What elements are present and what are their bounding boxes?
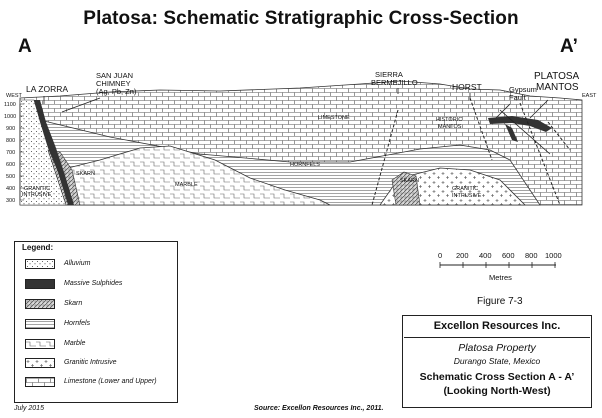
scale-tick-1000: 1000 [545, 251, 562, 260]
legend-item-sulphides [25, 279, 175, 291]
sierra-label: SIERRA [375, 70, 403, 79]
intrusive-west-label: INTRUSIVE [22, 192, 52, 198]
bermejillo-label: BERMEJILLO [371, 78, 418, 87]
chimney-label: CHIMNEY [96, 79, 131, 88]
legend-label: Limestone (Lower and Upper) [64, 378, 157, 385]
historic-mantos-label: MANTOS [438, 124, 462, 130]
scale-unit: Metres [489, 273, 512, 282]
west-label: WEST [6, 93, 22, 99]
figure-label: Figure 7-3 [477, 296, 523, 307]
legend-label: Marble [64, 340, 86, 347]
scale-bar [436, 262, 566, 270]
skarn-east-label: SKARN [400, 178, 419, 184]
limestone-swatch [25, 377, 55, 387]
property-name: Platosa Property [458, 342, 536, 354]
skarn-west-label: SKARN [76, 171, 95, 177]
san-juan-label: SAN JUAN [96, 71, 134, 80]
legend-label: Massive Sulphides [64, 280, 123, 287]
section-end-label: A’ [560, 36, 578, 57]
page-title: Platosa: Schematic Stratigraphic Cross-Section [83, 8, 519, 29]
company-name: Excellon Resources Inc. [433, 320, 561, 332]
scale-tick-0: 0 [438, 251, 443, 260]
legend-item-marble [25, 339, 175, 351]
legend-item-alluvium [25, 259, 175, 271]
sulphides-swatch [25, 279, 55, 289]
legend-label: Alluvium [64, 260, 91, 267]
elev-1000: 1000 [4, 114, 17, 120]
scale-tick-600: 600 [502, 251, 515, 260]
granitic-east-label: GRANITIC [452, 186, 479, 192]
elev-1100: 1100 [4, 102, 16, 108]
skarn-unit-east [392, 172, 420, 205]
legend-item-limestone [25, 377, 175, 389]
legend-label: Granitic Intrusive [64, 359, 117, 366]
horst-label: HORST [452, 82, 482, 92]
scale-tick-400: 400 [479, 251, 492, 260]
fault-label: Fault [509, 93, 526, 102]
marble-swatch [25, 339, 55, 349]
footer-date: July 2015 [14, 405, 44, 412]
granitic-swatch [25, 358, 55, 368]
scale-tick-800: 800 [525, 251, 538, 260]
alluvium-swatch [25, 259, 55, 269]
marble-label: MARBLE [175, 182, 198, 188]
elev-400: 400 [6, 186, 16, 192]
limestone-label: LIMESTONE [318, 115, 350, 121]
elev-300: 300 [6, 198, 16, 204]
historic-label: HISTORIC [436, 117, 463, 123]
footer-source: Source: Excellon Resources Inc., 2011. [254, 405, 384, 412]
legend-item-skarn [25, 299, 175, 311]
elev-500: 500 [6, 174, 16, 180]
property-location: Durango State, Mexico [453, 356, 541, 366]
legend-title: Legend: [22, 243, 54, 252]
la-zorra-label: LA ZORRA [26, 84, 69, 94]
scale-tick-200: 200 [456, 251, 469, 260]
legend-label: Skarn [64, 300, 83, 307]
elev-700: 700 [6, 150, 16, 156]
platosa-label: PLATOSA [534, 71, 580, 82]
granitic-west-label: GRANITIC [24, 186, 51, 192]
skarn-swatch [25, 299, 55, 309]
chimney-metals-label: (Ag, Pb, Zn) [96, 87, 137, 96]
legend-item-hornfels [25, 319, 175, 331]
title-block-divider [404, 337, 590, 338]
hornfels-label: HORNFELS [290, 162, 320, 168]
mantos-label: MANTOS [536, 82, 579, 93]
gypsum-label: Gypsum [509, 85, 537, 94]
legend-item-granitic [25, 358, 175, 370]
elev-900: 900 [6, 126, 16, 132]
east-label: EAST [582, 93, 597, 99]
intrusive-east-label: INTRUSIVE [452, 193, 482, 199]
elev-800: 800 [6, 138, 16, 144]
section-start-label: A [18, 36, 32, 57]
elev-600: 600 [6, 162, 16, 168]
section-title: Schematic Cross Section A - A’ [419, 371, 575, 383]
hornfels-swatch [25, 319, 55, 329]
legend-label: Hornfels [64, 320, 91, 327]
section-orientation: (Looking North-West) [443, 385, 551, 397]
